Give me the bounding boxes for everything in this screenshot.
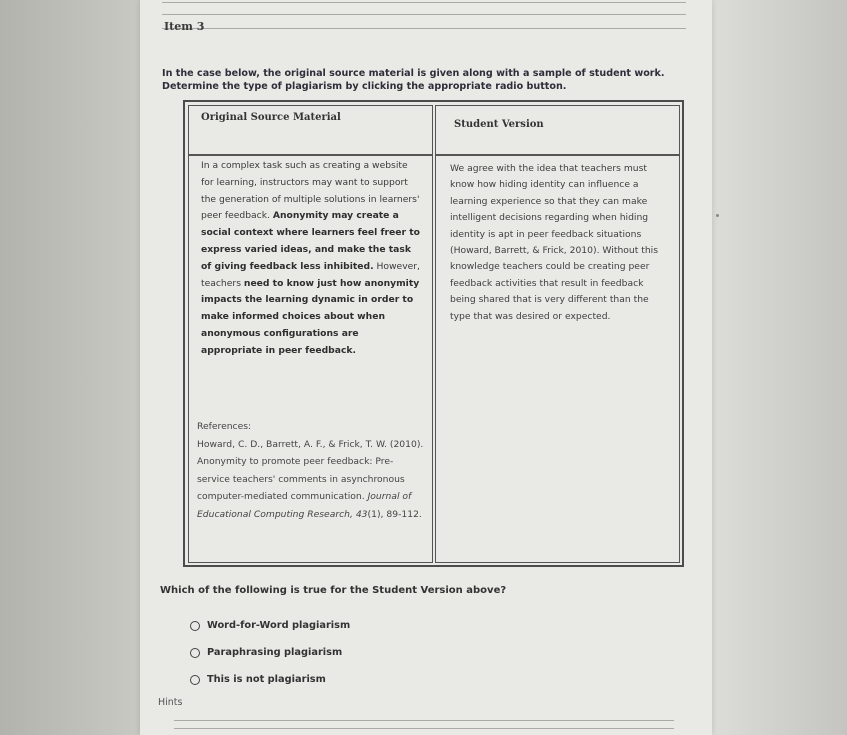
instructions-line-2: Determine the type of plagiarism by clicking the appropriate radio button. [162,81,567,92]
instructions [162,67,682,93]
background-left [0,0,140,735]
student-version-cell [435,155,680,563]
radio-button[interactable] [190,675,200,685]
top-divider [162,2,686,3]
reference-issue-pages: (1), 89-112. [367,508,422,520]
source-bold: Anonymity may create a social context where learners feel freer to express varied ideas, and make the task of giving feedback less inhibited. [201,210,420,272]
reference-journal: Journal of Educational Computing Research, [197,491,412,520]
option-paraphrasing[interactable] [190,639,350,666]
background-dot [716,214,719,217]
student-version-text: We agree with the idea that teachers must know how hiding identity can influence a learning experience so that they can make intelligent decisions regarding when hiding identity is apt in peer feedback situations (Howard, Barrett, & Frick, 2010). Without this knowledge teachers could be creating peer feedback activities that result in feedback being shared that is very different than the type that was desired or expected. [450,163,659,322]
instructions-line-1: In the case below, the original source material is given along with a sample of student work. [162,68,665,79]
top-divider [162,28,686,29]
header-original: Original Source Material [201,112,341,123]
source-normal-2: However, teachers [201,260,420,289]
header-cell-original [188,105,433,155]
option-label: This is not plagiarism [207,674,326,685]
option-label: Word-for-Word plagiarism [207,620,351,631]
answer-options [190,612,350,693]
comparison-table [183,100,684,567]
original-source-cell [188,155,433,563]
item-title: Item 3 [164,20,205,33]
radio-button[interactable] [190,648,200,658]
references [197,418,425,524]
original-source-text [201,158,421,360]
bottom-divider [174,728,674,729]
option-word-for-word[interactable] [190,612,350,639]
source-bold-2: need to know just how anonymity impacts the learning dynamic in order to make informed choices about when anonymous configurations are appropriate in peer feedback. [201,277,420,356]
bottom-divider [174,720,674,721]
question-text: Which of the following is true for the Student Version above? [160,585,507,596]
reference-volume: 43 [355,508,368,520]
hints-link[interactable]: Hints [158,697,183,708]
background-right [712,0,847,735]
header-student: Student Version [454,119,544,130]
option-label: Paraphrasing plagiarism [207,647,343,658]
source-normal: In a complex task such as creating a website for learning, instructors may want to support the generation of multiple solutions in learners' peer feedback. [201,160,420,222]
option-not-plagiarism[interactable] [190,666,350,693]
top-divider [162,14,686,15]
question-page [140,0,712,735]
references-label: References: [197,421,252,432]
header-cell-student [435,105,680,155]
radio-button[interactable] [190,621,200,631]
reference-citation: Howard, C. D., Barrett, A. F., & Frick, T. W. (2010). Anonymity to promote peer feedback: Pre-service teachers' comments in asynchronous computer-mediated communication. [197,438,424,503]
